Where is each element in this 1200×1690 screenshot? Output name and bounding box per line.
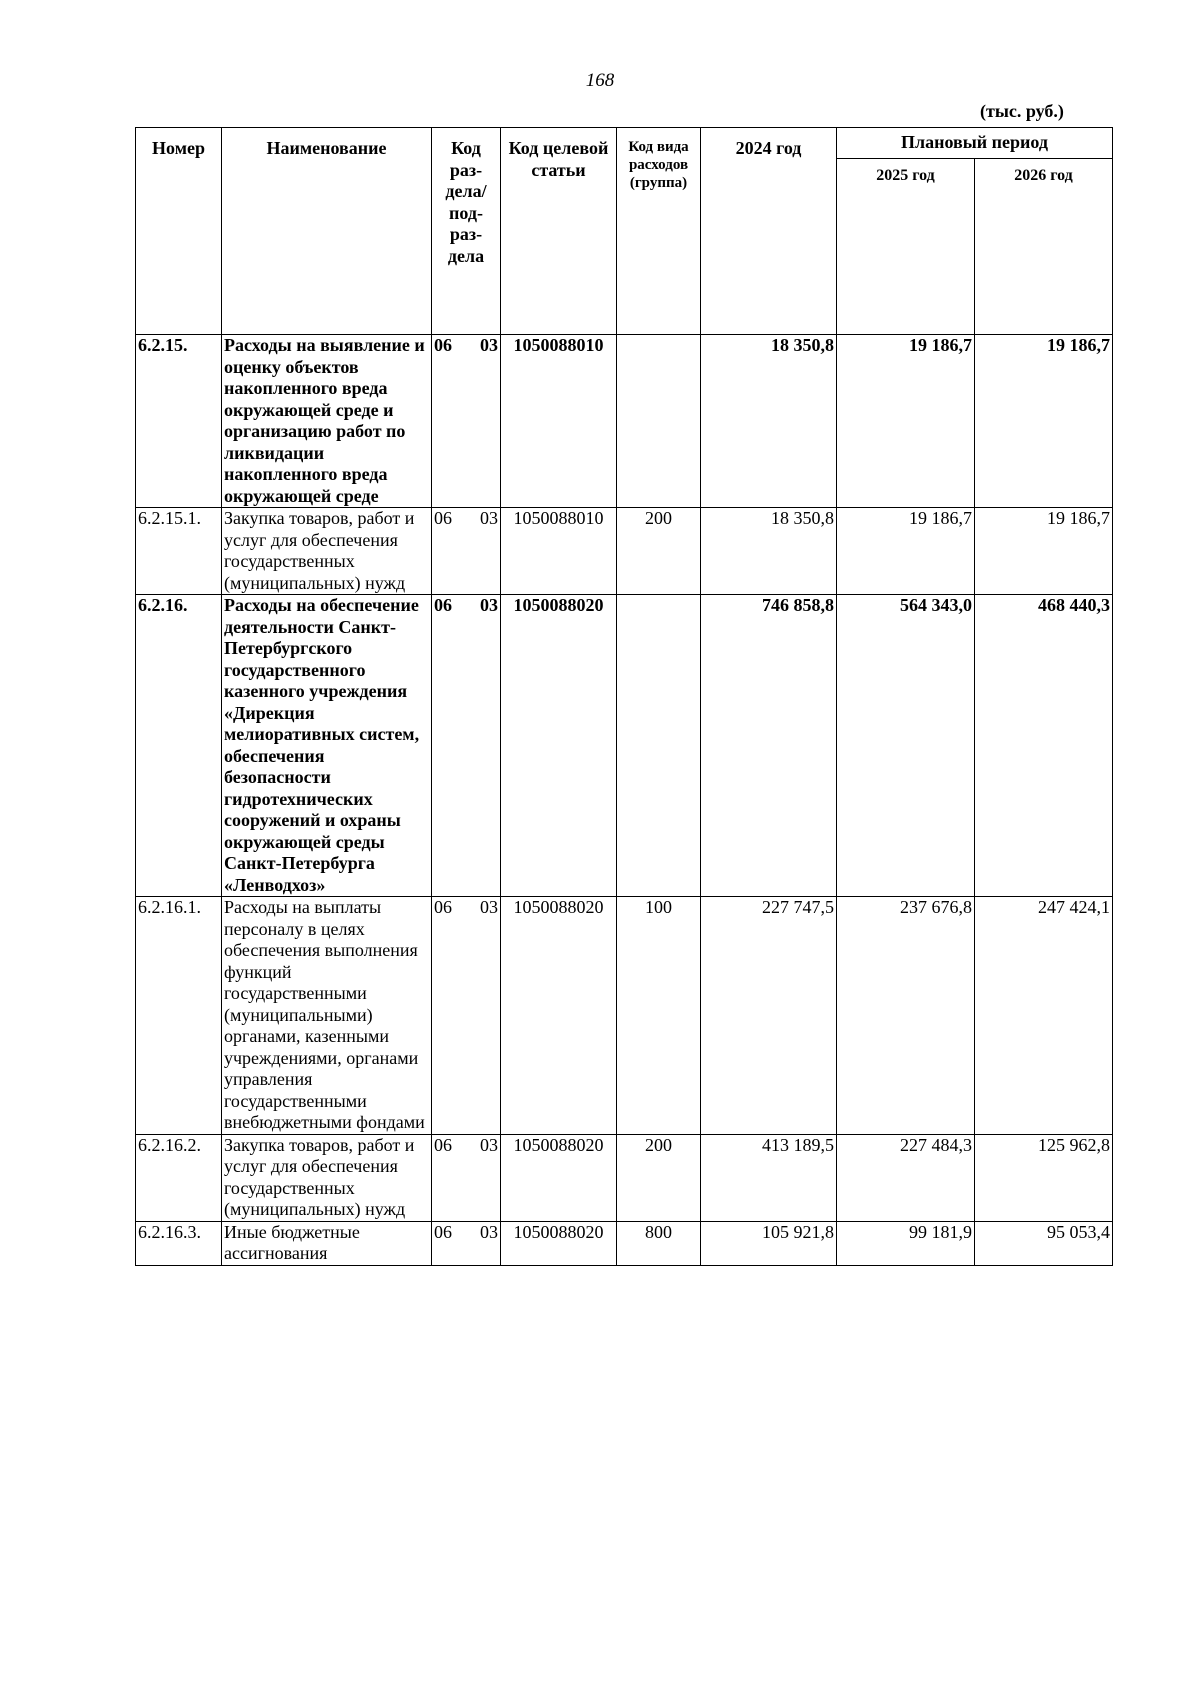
header-number: Номер — [136, 128, 222, 335]
row-type: 100 — [617, 897, 701, 1135]
row-2026: 95 053,4 — [975, 1221, 1113, 1265]
row-section: 06 — [434, 1134, 452, 1155]
row-subsection: 03 — [480, 1221, 498, 1242]
row-2025: 19 186,7 — [837, 508, 975, 595]
header-expense-type: Код вида расходов (группа) — [617, 128, 701, 335]
row-subsection: 03 — [480, 1134, 498, 1155]
row-section: 06 — [434, 897, 452, 917]
row-section-cell — [432, 1221, 501, 1265]
row-type — [617, 335, 701, 508]
row-target: 1050088020 — [501, 595, 617, 897]
header-2024: 2024 год — [701, 128, 837, 335]
row-section: 06 — [434, 1221, 452, 1242]
table-row — [136, 1221, 1113, 1265]
row-2026: 125 962,8 — [975, 1134, 1113, 1221]
table-row — [136, 1134, 1113, 1221]
row-subsection: 03 — [480, 508, 498, 528]
row-number: 6.2.15.1. — [136, 508, 222, 595]
row-type: 800 — [617, 1221, 701, 1265]
row-subsection: 03 — [480, 335, 498, 355]
row-section: 06 — [434, 335, 452, 355]
row-section: 06 — [434, 508, 452, 528]
header-section: Код раз- дела/ под- раз- дела — [432, 128, 501, 335]
header-target: Код целевой статьи — [501, 128, 617, 335]
row-2026: 247 424,1 — [975, 897, 1113, 1135]
row-2025: 99 181,9 — [837, 1221, 975, 1265]
table-row — [136, 508, 1113, 595]
header-2025: 2025 год — [837, 159, 975, 335]
row-2025: 227 484,3 — [837, 1134, 975, 1221]
row-number: 6.2.16.1. — [136, 897, 222, 1135]
row-subsection: 03 — [480, 595, 498, 615]
row-2026: 19 186,7 — [975, 508, 1113, 595]
row-name: Закупка товаров, работ и услуг для обеспечения государственных (муниципальных) нужд — [222, 1134, 432, 1221]
row-2026: 468 440,3 — [975, 595, 1113, 897]
header-row-1 — [136, 128, 1113, 159]
row-name: Расходы на выявление и оценку объектов накопленного вреда окружающей среде и организацию работ по ликвидации накопленного вреда окружающей среде — [222, 335, 432, 508]
row-2024: 18 350,8 — [701, 508, 837, 595]
row-section-cell — [432, 897, 501, 1135]
row-2025: 564 343,0 — [837, 595, 975, 897]
row-target: 1050088010 — [501, 335, 617, 508]
row-number: 6.2.15. — [136, 335, 222, 508]
row-2024: 227 747,5 — [701, 897, 837, 1135]
row-2026: 19 186,7 — [975, 335, 1113, 508]
row-2024: 746 858,8 — [701, 595, 837, 897]
row-2025: 19 186,7 — [837, 335, 975, 508]
header-plan-period: Плановый период — [837, 128, 1113, 159]
row-type: 200 — [617, 508, 701, 595]
row-name: Расходы на выплаты персоналу в целях обеспечения выполнения функций государственными (муниципальными) органами, казенными учреждениями, органами управления государственными внебюджетными фондами — [222, 897, 432, 1135]
row-section-cell — [432, 508, 501, 595]
row-number: 6.2.16.3. — [136, 1221, 222, 1265]
row-section-cell — [432, 1134, 501, 1221]
row-number: 6.2.16.2. — [136, 1134, 222, 1221]
header-name: Наименование — [222, 128, 432, 335]
row-target: 1050088020 — [501, 1134, 617, 1221]
row-name: Иные бюджетные ассигнования — [222, 1221, 432, 1265]
page-number: 168 — [585, 70, 615, 91]
row-2024: 18 350,8 — [701, 335, 837, 508]
row-target: 1050088020 — [501, 897, 617, 1135]
row-subsection: 03 — [480, 897, 498, 917]
table-row — [136, 335, 1113, 508]
row-section: 06 — [434, 595, 452, 615]
budget-table — [135, 127, 1113, 1266]
row-target: 1050088010 — [501, 508, 617, 595]
row-2024: 105 921,8 — [701, 1221, 837, 1265]
row-number: 6.2.16. — [136, 595, 222, 897]
table-row — [136, 595, 1113, 897]
header-2026: 2026 год — [975, 159, 1113, 335]
row-type: 200 — [617, 1134, 701, 1221]
row-2024: 413 189,5 — [701, 1134, 837, 1221]
table-row — [136, 897, 1113, 1135]
row-section-cell — [432, 335, 501, 508]
units-label: (тыс. руб.) — [980, 101, 1064, 121]
row-section-cell — [432, 595, 501, 897]
row-target: 1050088020 — [501, 1221, 617, 1265]
row-name: Расходы на обеспечение деятельности Санкт-Петербургского государственного казенного учреждения «Дирекция мелиоративных систем, обеспечения безопасности гидротехнических сооружений и охраны окружающей среды Санкт-Петербурга «Ленводхоз» — [222, 595, 432, 897]
row-type — [617, 595, 701, 897]
row-2025: 237 676,8 — [837, 897, 975, 1135]
row-name: Закупка товаров, работ и услуг для обеспечения государственных (муниципальных) нужд — [222, 508, 432, 595]
